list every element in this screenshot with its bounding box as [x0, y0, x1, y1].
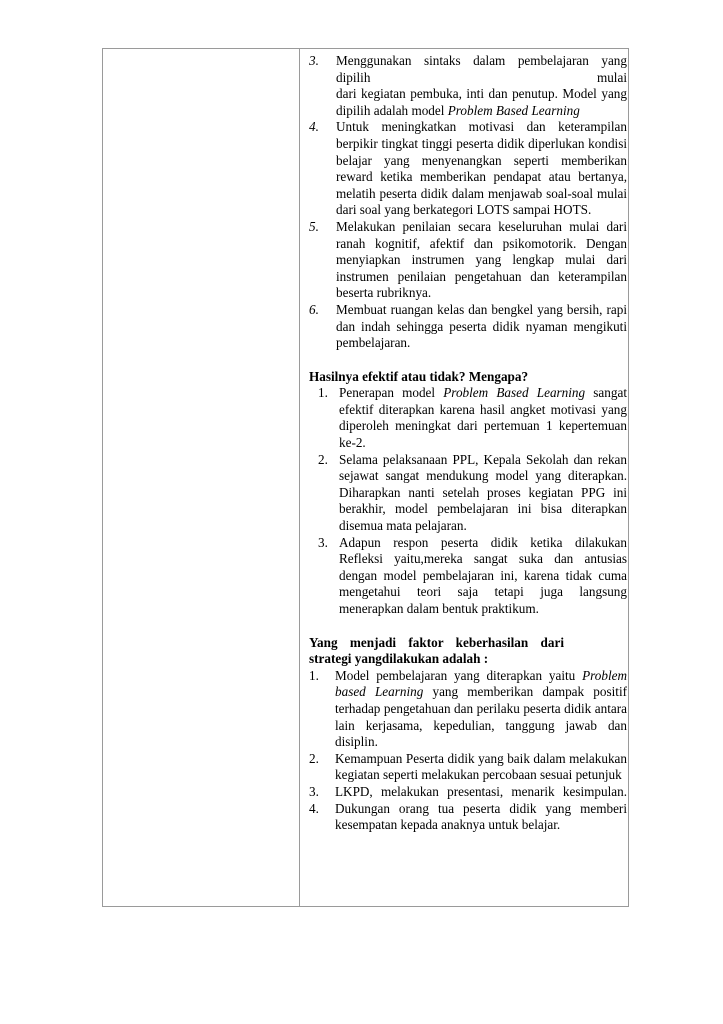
list-number: 3.: [309, 783, 319, 799]
list-number: 3.: [318, 534, 328, 550]
success-heading-line: strategi yangdilakukan adalah :: [309, 651, 489, 667]
document-table: [102, 48, 629, 907]
list-item-text: yang memberikan dampak positif terhadap pengetahuan dan perilaku peserta didik antara lain kerjasama, kepedulian, tanggung jawab dan disiplin.: [335, 684, 628, 750]
list-item-text: sangat efektif diterapkan karena hasil angket motivasi yang diperoleh meningkat dari pertemuan 1 kepertemuan ke-2.: [339, 385, 627, 451]
list-item: [309, 53, 627, 119]
list-item: [309, 385, 627, 451]
list-item-text: Membuat ruangan kelas dan bengkel yang bersih, rapi dan indah sehingga peserta didik nyaman mengikuti pembelajaran.: [336, 301, 627, 351]
list-item-text: Untuk meningkatkan motivasi dan keterampilan berpikir tingkat tinggi peserta didik diperlukan kondisi belajar yang menyenangkan seperti memberikan reward ketika memberikan pendapat atau bertanya, melatih peserta didik dalam menjawab soal-soal mulai dari soal yang berkategori LOTS sampai HOTS.: [336, 119, 627, 218]
table-left-cell: [103, 49, 300, 906]
list-number: 5.: [309, 218, 319, 234]
list-item: [309, 302, 627, 352]
list-item-text: Melakukan penilaian secara keseluruhan mulai dari ranah kognitif, afektif dan psikomotorik. Dengan menyiapkan instrumen yang lengkap mulai dari instrumen penilaian pengetahuan dan keterampilan beserta rubriknya.: [336, 218, 627, 301]
list-item-text: Adapun respon peserta didik ketika dilakukan Refleksi yaitu,mereka sangat suka dan antusias dengan model pembelajaran ini, karena tidak cuma mengetahui teori saja tetapi juga langsung menerapkan dalam bentuk praktikum.: [339, 534, 627, 616]
list-item: [309, 801, 627, 834]
effective-list: [309, 385, 627, 617]
effective-heading: Hasilnya efektif atau tidak? Mengapa?: [309, 368, 529, 384]
list-number: 1.: [309, 667, 319, 683]
list-item-text: dari kegiatan pembuka, inti dan penutup. Model yang dipilih adalah model: [336, 86, 627, 118]
table-right-cell: [301, 49, 628, 906]
model-name: Problem Based Learning: [447, 102, 580, 118]
list-number: 3.: [309, 53, 319, 68]
list-number: 4.: [309, 800, 319, 816]
list-number: 2.: [309, 750, 319, 766]
model-name: Problem Based Learning: [443, 385, 586, 401]
list-item: [309, 535, 627, 618]
success-heading-line: Yang menjadi faktor keberhasilan dari: [309, 634, 564, 650]
strategy-list: [309, 53, 627, 352]
success-heading: [309, 635, 627, 668]
list-item-text: Menggunakan sintaks dalam pembelajaran yang dipilih mulai: [336, 53, 627, 85]
list-item-text: Penerapan model: [339, 385, 444, 401]
list-item: [309, 751, 627, 784]
list-item-text: Selama pelaksanaan PPL, Kepala Sekolah dan rekan sejawat sangat mendukung model yang diterapkan. Diharapkan nanti setelah proses kegiatan PPG ini berakhir, model pembelajaran ini bisa diterapkan disemua mata pelajaran.: [339, 451, 627, 534]
list-item: [309, 219, 627, 302]
model-name: Problem based Learning: [335, 667, 627, 700]
list-item-text: Dukungan orang tua peserta didik yang memberi kesempatan kepada anaknya untuk belajar.: [335, 800, 627, 833]
list-item-text: Model pembelajaran yang diterapkan yaitu: [335, 667, 583, 683]
list-number: 6.: [309, 301, 319, 317]
list-item-text: LKPD, melakukan presentasi, menarik kesimpulan.: [335, 783, 627, 799]
list-item: [309, 784, 627, 801]
list-item: [309, 452, 627, 535]
list-item: [309, 119, 627, 219]
list-number: 2.: [318, 451, 328, 467]
list-item: [309, 668, 627, 751]
list-item-text: Kemampuan Peserta didik yang baik dalam melakukan kegiatan seperti melakukan percobaan sesuai petunjuk: [335, 750, 627, 783]
list-number: 1.: [318, 385, 328, 401]
list-number: 4.: [309, 119, 319, 135]
success-list: [309, 668, 627, 834]
